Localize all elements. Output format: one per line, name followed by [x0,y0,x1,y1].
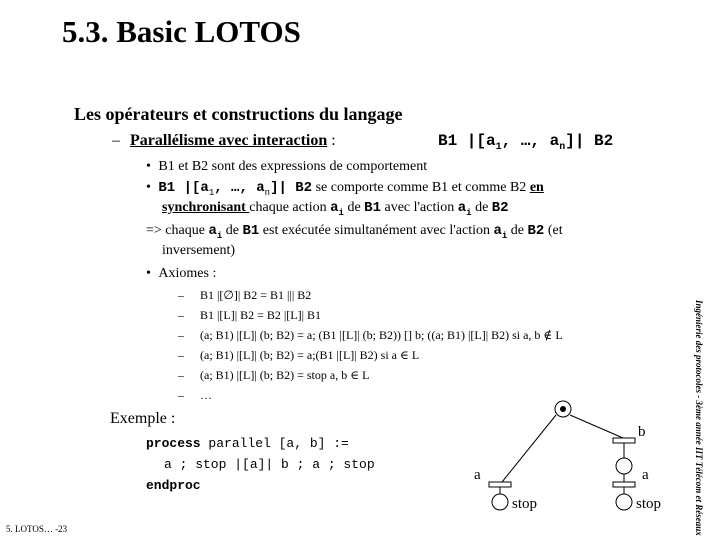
code-fragment: B1 |[a [158,180,209,196]
implies-text: (et [544,223,563,238]
footer: 5. LOTOS… -23 [6,524,68,534]
bullet-dot: • [146,159,151,174]
token [560,406,566,412]
code-b2: B2 [527,223,545,239]
code-sub: n [264,187,271,198]
subtitle: Les opérateurs et constructions du langage [74,104,403,124]
section-colon: : [327,132,336,149]
code-keyword: process [146,436,201,451]
code-sub: i [338,207,344,218]
dash-marker: – [178,308,184,322]
label-stop-right: stop [636,496,662,512]
code-text: parallel [a, b] := [200,436,349,451]
place [616,458,632,474]
section-label: Parallélisme avec interaction [130,132,328,149]
code-fragment: ]| B2 [270,180,313,196]
transition-b [613,438,635,443]
axiom-text: (a; B1) |[L]| (b; B2) = stop a, b ∈ L [200,368,370,382]
code-b2: B2 [491,200,509,216]
implies-line-2: inversement) [162,243,236,258]
emphasis-synchronisant: synchronisant [162,200,250,215]
axiom-text: … [200,388,212,402]
transition-a-left [489,482,511,487]
arc-to-left [502,415,556,482]
stop-place-right [616,494,632,510]
bullet-2-text: de [471,200,492,215]
syntax-sub: 1 [495,142,502,154]
axiom-text: B1 |[L]| B2 = B2 |[L]| B1 [200,308,322,322]
side-note [690,300,710,536]
bullet-1-text: B1 et B2 sont des expressions de comportement [158,159,428,174]
emphasis-en: en [529,180,544,195]
code-fragment: , …, a [214,180,265,196]
code-line-3: endproc [146,478,201,493]
code-ai: a [208,223,217,239]
arc-to-right [570,415,623,438]
code-sub: i [466,207,472,218]
syntax-part: ]| B2 [565,132,614,150]
syntax-sub: n [559,142,566,154]
side-note-text: Ingénierie des protocoles - 3ème année IIT Télécom et Réseaux [694,300,704,536]
implies-text: de [507,223,528,238]
label-stop-left: stop [512,496,538,512]
syntax-part: , …, a [501,132,560,150]
transition-a-right [613,482,635,487]
label-b: b [638,424,646,440]
code-sub: i [501,230,508,241]
slide-title: 5.3. Basic LOTOS [62,14,301,49]
bullet-dot: • [146,266,151,281]
axiom-text: B1 |[∅]| B2 = B1 ||| B2 [200,288,312,302]
dash-marker: – [178,368,184,382]
dash-marker: – [112,132,120,149]
code-sub: 1 [208,187,215,198]
bullet-2-text: avec l'action [380,200,458,215]
code-b1: B1 [242,223,260,239]
axiom-text: (a; B1) |[L]| (b; B2) = a;(B1 |[L]| B2) si a ∈ L [200,348,420,362]
axiom-text: (a; B1) |[L]| (b; B2) = a; (B1 |[L]| (b; B2)) [] b; ((a; B1) |[L]| B2) si a, b ∉ L [200,328,563,342]
bullet-2-text: se comporte comme B1 et comme B2 [312,180,530,195]
code-line-2: a ; stop |[a]| b ; a ; stop [164,457,375,472]
code-ai: a [493,223,502,239]
code-ai: a [330,200,339,216]
bullet-2-text: de [343,200,365,215]
dash-marker: – [178,328,184,342]
implies-text: de [222,223,243,238]
dash-marker: – [178,388,184,402]
implies-text: => chaque [146,223,209,238]
bullet-2-text: chaque action [249,200,331,215]
dash-marker: – [178,348,184,362]
implies-text: est exécutée simultanément avec l'action [259,223,494,238]
code-b1: B1 [364,200,381,216]
syntax-part: B1 |[a [438,132,496,150]
label-a-left: a [474,467,481,483]
exemple-label: Exemple : [110,410,176,427]
dash-marker: – [178,288,184,302]
axiomes-label: Axiomes : [158,266,217,281]
code-ai: a [457,200,467,216]
bullet-dot: • [146,180,151,195]
code-sub: i [216,230,223,241]
stop-place-left [492,494,508,510]
label-a-right: a [642,467,649,483]
